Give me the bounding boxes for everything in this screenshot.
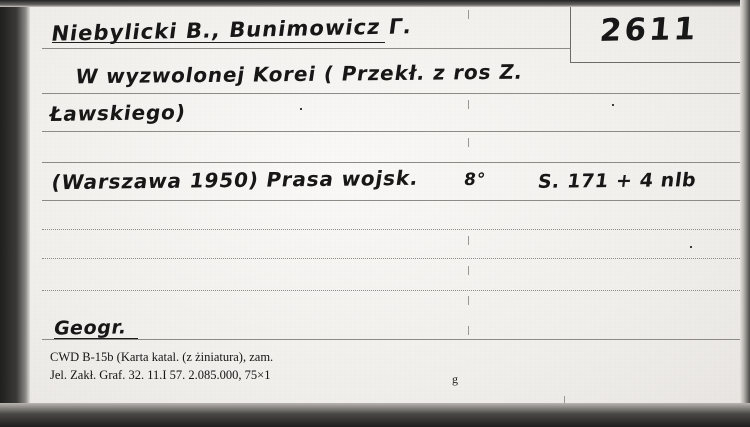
title-line-2: Ławskiego): [48, 100, 188, 126]
rule-line-2: [42, 93, 742, 94]
tick-mark: [468, 100, 469, 109]
format-designation: 8°: [462, 170, 487, 190]
print-footer-mark: g: [452, 372, 458, 386]
rule-line-9: [42, 339, 742, 340]
tick-mark: [468, 326, 469, 335]
tick-mark: [468, 138, 469, 147]
paper-speck: [300, 108, 302, 110]
call-number: 2611: [598, 11, 700, 49]
tick-mark: [468, 296, 469, 305]
paper-speck: [612, 104, 614, 106]
subject-heading: Geogr.: [52, 316, 129, 340]
scan-edge-top: [0, 0, 750, 7]
scan-edge-left: [0, 0, 30, 427]
scan-edge-bottom: [0, 403, 750, 427]
subject-underline: [54, 338, 138, 339]
collation-statement: S. 171 + 4 nlb: [536, 169, 698, 193]
imprint-statement: (Warszawa 1950) Prasa wojsk.: [49, 165, 421, 195]
call-number-box-underline: [570, 62, 742, 63]
rule-line-6-dotted: [42, 229, 742, 230]
rule-line-8-dotted: [42, 290, 742, 291]
title-line-1: W wyzwolonej Korei ( Przekł. z ros Z.: [73, 59, 525, 89]
rule-line-7-dotted: [42, 258, 742, 259]
rule-line-3: [42, 131, 742, 132]
tick-mark: [468, 10, 469, 19]
print-footer-line-2: Jel. Zakł. Graf. 32. 11.I 57. 2.085.000, 75×1: [50, 368, 271, 382]
author-statement: Niebylicki B., Bunimowicz Г.: [49, 14, 414, 46]
call-number-box-divider: [570, 7, 571, 62]
print-footer-line-1: CWD B-15b (Karta katal. (z żiniatura), zam.: [50, 350, 274, 364]
author-underline: [52, 42, 385, 43]
rule-line-5: [42, 200, 742, 201]
scan-edge-right: [740, 0, 750, 427]
paper-speck: [690, 246, 692, 248]
tick-mark: [468, 236, 469, 245]
rule-line-1: [42, 48, 570, 49]
rule-line-4: [42, 162, 742, 163]
tick-mark: [468, 266, 469, 275]
